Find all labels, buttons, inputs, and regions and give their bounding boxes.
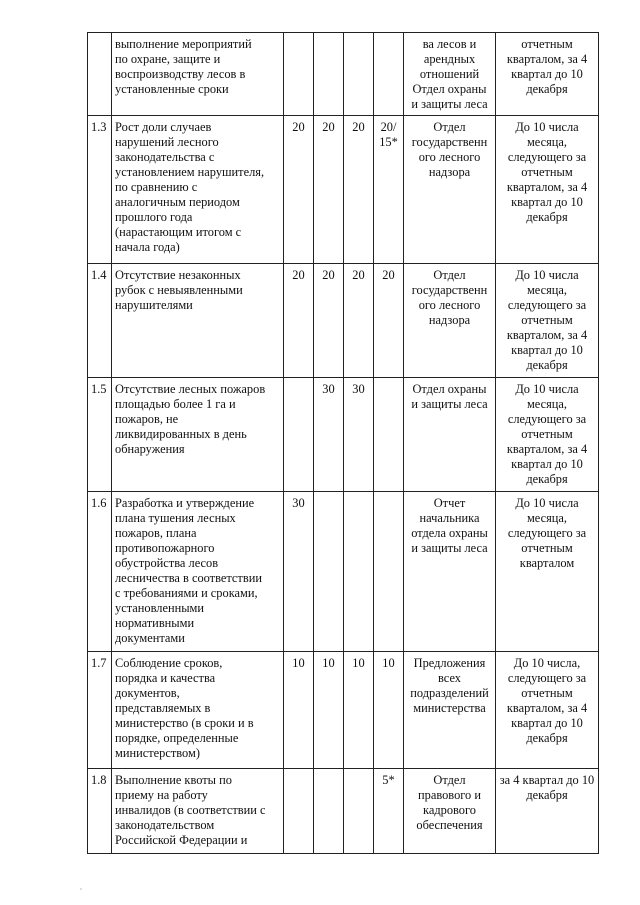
reporting-deadline-text: отчетным кварталом, за 4 квартал до 10 декабря [506,37,588,96]
data-source-text: Отчет начальника отдела охраны и защиты леса [411,496,488,555]
value-q3 [344,769,374,854]
data-source [404,652,496,769]
data-source [404,378,496,492]
data-source [404,264,496,378]
row-number [88,264,112,378]
reporting-deadline-text: До 10 числа, следующего за отчетным кварталом, за 4 квартал до 10 декабря [506,656,588,745]
table-body [88,33,599,854]
value-q2 [314,378,344,492]
value-q1 [284,378,314,492]
data-source [404,116,496,264]
value-q2 [314,264,344,378]
indicator-name [112,116,284,264]
reporting-deadline-text: за 4 квартал до 10 декабря [499,773,595,802]
value-q2-text: 20 [322,120,335,134]
value-q4-text: 20 [382,268,395,282]
value-q1-text: 10 [292,656,305,670]
value-q3-text: 30 [352,382,365,396]
data-source [404,492,496,652]
table-row [88,33,599,116]
scan-speck [80,888,82,890]
value-q1 [284,264,314,378]
reporting-deadline [496,116,599,264]
value-q1 [284,769,314,854]
value-q2 [314,769,344,854]
value-q4 [374,492,404,652]
value-q1-text: 20 [292,268,305,282]
indicator-name-text: Соблюдение сроков, порядка и качества документов, представляемых в министерство (в сроки и в порядке, определенные министерством) [115,656,254,760]
reporting-deadline-text: До 10 числа месяца, следующего за отчетным кварталом, за 4 квартал до 10 декабря [506,120,588,224]
indicator-name-text: Отсутствие незаконных рубок с невыявленными нарушителями [115,268,243,312]
value-q2-text: 10 [322,656,335,670]
table-row [88,264,599,378]
value-q1 [284,492,314,652]
value-q3 [344,492,374,652]
value-q3-text: 10 [352,656,365,670]
indicator-name [112,378,284,492]
indicator-name-text: Рост доли случаев нарушений лесного законодательства с установлением нарушителя, по сравнению с аналогичным периодом прошлого года (нарастающим итогом с начала года) [115,120,265,254]
value-q2 [314,652,344,769]
indicator-name [112,492,284,652]
value-q2-text: 30 [322,382,335,396]
value-q1-text: 20 [292,120,305,134]
value-q3-text: 20 [352,268,365,282]
row-number [88,33,112,116]
value-q2-text: 20 [322,268,335,282]
data-source-text: Отдел государственн ого лесного надзора [411,120,488,179]
indicator-name-text: Отсутствие лесных пожаров площадью более 1 га и пожаров, не ликвидированных в день обнаружения [115,382,266,456]
value-q4-text: 20/ 15* [379,120,398,149]
indicator-name [112,33,284,116]
value-q3 [344,652,374,769]
reporting-deadline [496,652,599,769]
reporting-deadline-text: До 10 числа месяца, следующего за отчетным кварталом, за 4 квартал до 10 декабря [506,268,588,372]
row-number-text: 1.4 [91,268,107,282]
value-q4 [374,33,404,116]
value-q4-text: 5* [382,773,395,787]
indicator-name [112,264,284,378]
row-number [88,116,112,264]
value-q2 [314,33,344,116]
value-q2 [314,116,344,264]
reporting-deadline [496,769,599,854]
value-q4 [374,116,404,264]
row-number-text: 1.6 [91,496,107,510]
indicator-name [112,652,284,769]
indicator-name-text: Выполнение квоты по приему на работу инвалидов (в соответствии с законодательством Российской Федерации и [115,773,266,847]
reporting-deadline-text: До 10 числа месяца, следующего за отчетным кварталом [507,496,587,570]
row-number [88,769,112,854]
data-source-text: ва лесов и арендных отношений Отдел охраны и защиты леса [411,37,488,111]
indicator-name-text: Разработка и утверждение плана тушения лесных пожаров, плана противопожарного обустройства лесов лесничества в соответствии с требованиями и сроками, установленными нормативными документами [115,496,262,645]
row-number-text: 1.7 [91,656,107,670]
data-source-text: Отдел государственн ого лесного надзора [411,268,488,327]
value-q4 [374,769,404,854]
value-q2 [314,492,344,652]
reporting-deadline [496,492,599,652]
table-row [88,116,599,264]
data-source [404,769,496,854]
value-q3 [344,116,374,264]
reporting-deadline [496,378,599,492]
row-number-text: 1.3 [91,120,107,134]
indicator-name [112,769,284,854]
value-q4 [374,264,404,378]
data-source-text: Предложения всех подразделений министерства [410,656,489,715]
table-row [88,769,599,854]
value-q4 [374,378,404,492]
value-q3-text: 20 [352,120,365,134]
reporting-deadline [496,33,599,116]
row-number [88,378,112,492]
indicators-table [87,32,599,854]
row-number-text: 1.8 [91,773,107,787]
data-source [404,33,496,116]
value-q1 [284,116,314,264]
data-source-text: Отдел правового и кадрового обеспечения [416,773,483,832]
value-q1 [284,652,314,769]
row-number [88,492,112,652]
row-number-text: 1.5 [91,382,107,396]
value-q1 [284,33,314,116]
value-q4 [374,652,404,769]
data-source-text: Отдел охраны и защиты леса [411,382,488,411]
table-row [88,652,599,769]
value-q3 [344,378,374,492]
reporting-deadline [496,264,599,378]
value-q3 [344,264,374,378]
value-q1-text: 30 [292,496,305,510]
value-q3 [344,33,374,116]
indicator-name-text: выполнение мероприятий по охране, защите и воспроизводству лесов в установленные сроки [115,37,252,96]
row-number [88,652,112,769]
reporting-deadline-text: До 10 числа месяца, следующего за отчетным кварталом, за 4 квартал до 10 декабря [506,382,588,486]
value-q4-text: 10 [382,656,395,670]
table-row [88,492,599,652]
table-row [88,378,599,492]
